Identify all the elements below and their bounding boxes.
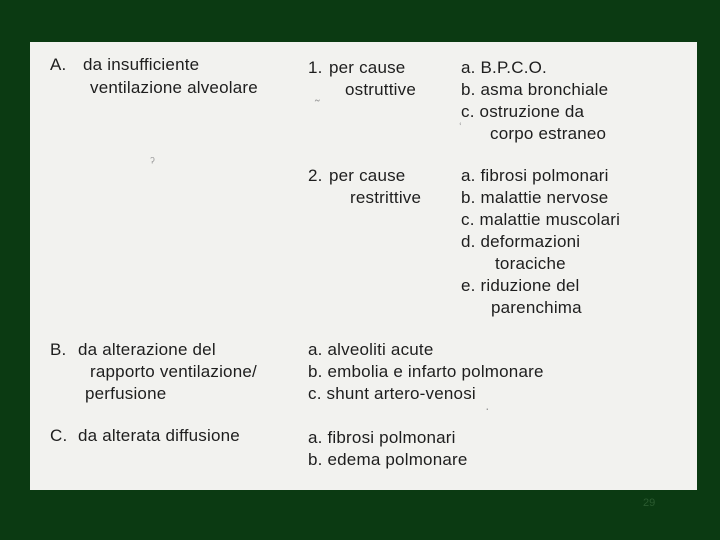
- scan-mark: ·: [485, 400, 490, 416]
- subgroup-2-item-b: b. malattie nervose: [461, 188, 609, 207]
- subgroup-1-item-b: b. asma bronchiale: [461, 80, 609, 99]
- subgroup-2-item-e: e. riduzione del: [461, 276, 580, 295]
- subgroup-2-label-line-1: per cause: [329, 166, 406, 185]
- scan-mark: ˀ: [150, 154, 155, 170]
- group-b-item-b: b. embolia e infarto polmonare: [308, 362, 544, 381]
- scan-mark: ˷: [315, 86, 320, 102]
- subgroup-1-item-c: c. ostruzione da: [461, 102, 585, 121]
- page-number: 29: [643, 497, 656, 509]
- group-b-title-line-2: rapporto ventilazione/: [90, 362, 257, 381]
- subgroup-1-label-line-1: per cause: [329, 58, 406, 77]
- group-c-item-b: b. edema polmonare: [308, 450, 468, 469]
- scan-mark: ʿ: [458, 120, 463, 136]
- scanned-table: [30, 42, 697, 490]
- subgroup-2-item-e-cont: parenchima: [491, 298, 582, 317]
- group-b-item-a: a. alveoliti acute: [308, 340, 434, 359]
- subgroup-1-number: 1.: [308, 58, 323, 77]
- group-a-letter: A.: [50, 55, 67, 74]
- subgroup-1-item-c-cont: corpo estraneo: [490, 124, 607, 143]
- group-b-letter: B.: [50, 340, 67, 359]
- subgroup-2-number: 2.: [308, 166, 323, 185]
- group-b-title-line-3: perfusione: [85, 384, 167, 403]
- subgroup-2-item-d: d. deformazioni: [461, 232, 581, 251]
- group-b-item-c: c. shunt artero-venosi: [308, 384, 476, 403]
- subgroup-1-label-line-2: ostruttive: [345, 80, 416, 99]
- subgroup-1-item-a: a. B.P.C.O.: [461, 58, 547, 77]
- group-c-letter: C.: [50, 426, 68, 445]
- group-c-item-a: a. fibrosi polmonari: [308, 428, 456, 447]
- group-a-title-line-2: ventilazione alveolare: [90, 78, 258, 97]
- subgroup-2-label-line-2: restrittive: [350, 188, 422, 207]
- subgroup-2-item-d-cont: toraciche: [495, 254, 566, 273]
- group-a-title-line-1: da insufficiente: [83, 55, 200, 74]
- group-b-title-line-1: da alterazione del: [78, 340, 216, 359]
- subgroup-2-item-c: c. malattie muscolari: [461, 210, 621, 229]
- subgroup-2-item-a: a. fibrosi polmonari: [461, 166, 609, 185]
- group-c-title-line-1: da alterata diffusione: [78, 426, 240, 445]
